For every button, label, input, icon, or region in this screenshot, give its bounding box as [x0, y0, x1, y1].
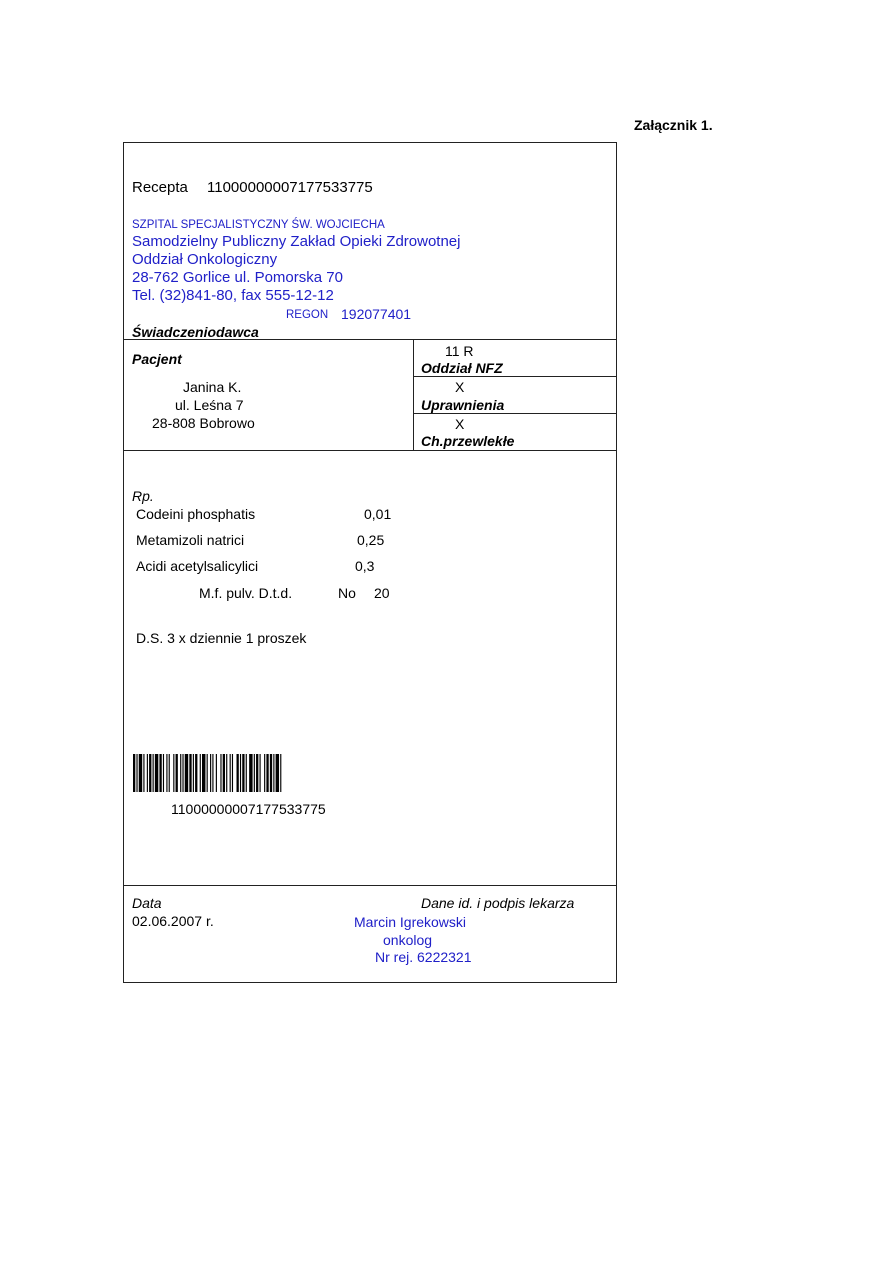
chronic-label: Ch.przewlekłe: [421, 433, 515, 449]
divider-footer: [124, 885, 616, 886]
rx-item-name: Acidi acetylsalicylici: [136, 558, 259, 574]
doctor-registration: Nr rej. 6222321: [375, 949, 472, 965]
provider-section-label: Świadczeniodawca: [132, 324, 259, 340]
rx-item-name: Metamizoli natrici: [136, 532, 245, 548]
attachment-label: Załącznik 1.: [634, 117, 713, 133]
chronic-value: X: [455, 416, 465, 432]
barcode-image: [133, 754, 379, 792]
regon-value: 192077401: [341, 306, 412, 322]
nfz-branch-label: Oddział NFZ: [421, 360, 503, 376]
provider-line: Samodzielny Publiczny Zakład Opieki Zdrowotnej: [132, 233, 461, 250]
patient-name: Janina K.: [183, 379, 242, 395]
rx-item-name: Codeini phosphatis: [136, 506, 256, 522]
prescription-form: [123, 142, 617, 983]
prescription-number: 11000000007177533775: [207, 179, 373, 196]
rx-item-amount: 0,01: [364, 506, 392, 522]
doctor-name: Marcin Igrekowski: [354, 914, 467, 930]
doctor-specialty: onkolog: [383, 932, 433, 948]
rx-no-label: No: [338, 585, 356, 601]
prescription-label: Recepta: [132, 179, 188, 196]
rx-form-line: M.f. pulv. D.t.d.: [199, 585, 293, 601]
rx-dosage: D.S. 3 x dziennie 1 proszek: [136, 630, 307, 646]
rx-no-value: 20: [374, 585, 390, 601]
provider-line: Oddział Onkologiczny: [132, 251, 278, 268]
doctor-label: Dane id. i podpis lekarza: [421, 895, 575, 911]
divider-patient: [124, 450, 616, 451]
rx-item-amount: 0,3: [355, 558, 375, 574]
date-label: Data: [132, 895, 162, 911]
entitlements-label: Uprawnienia: [421, 397, 505, 413]
entitlements-value: X: [455, 379, 465, 395]
divider-side-2: [413, 413, 616, 414]
nfz-branch-value: 11 R: [445, 343, 474, 359]
patient-street: ul. Leśna 7: [175, 397, 244, 413]
divider-side-1: [413, 376, 616, 377]
barcode-text: 11000000007177533775: [171, 801, 326, 817]
divider-vertical: [413, 339, 414, 450]
rx-label: Rp.: [132, 488, 154, 504]
rx-item-amount: 0,25: [357, 532, 385, 548]
provider-name: SZPITAL SPECJALISTYCZNY ŚW. WOJCIECHA: [132, 219, 385, 231]
patient-city: 28-808 Bobrowo: [152, 415, 255, 431]
patient-section-label: Pacjent: [132, 351, 182, 367]
provider-phone: Tel. (32)841-80, fax 555-12-12: [132, 287, 334, 304]
provider-address: 28-762 Gorlice ul. Pomorska 70: [132, 269, 343, 286]
date-value: 02.06.2007 r.: [132, 913, 214, 929]
regon-label: REGON: [286, 309, 329, 321]
